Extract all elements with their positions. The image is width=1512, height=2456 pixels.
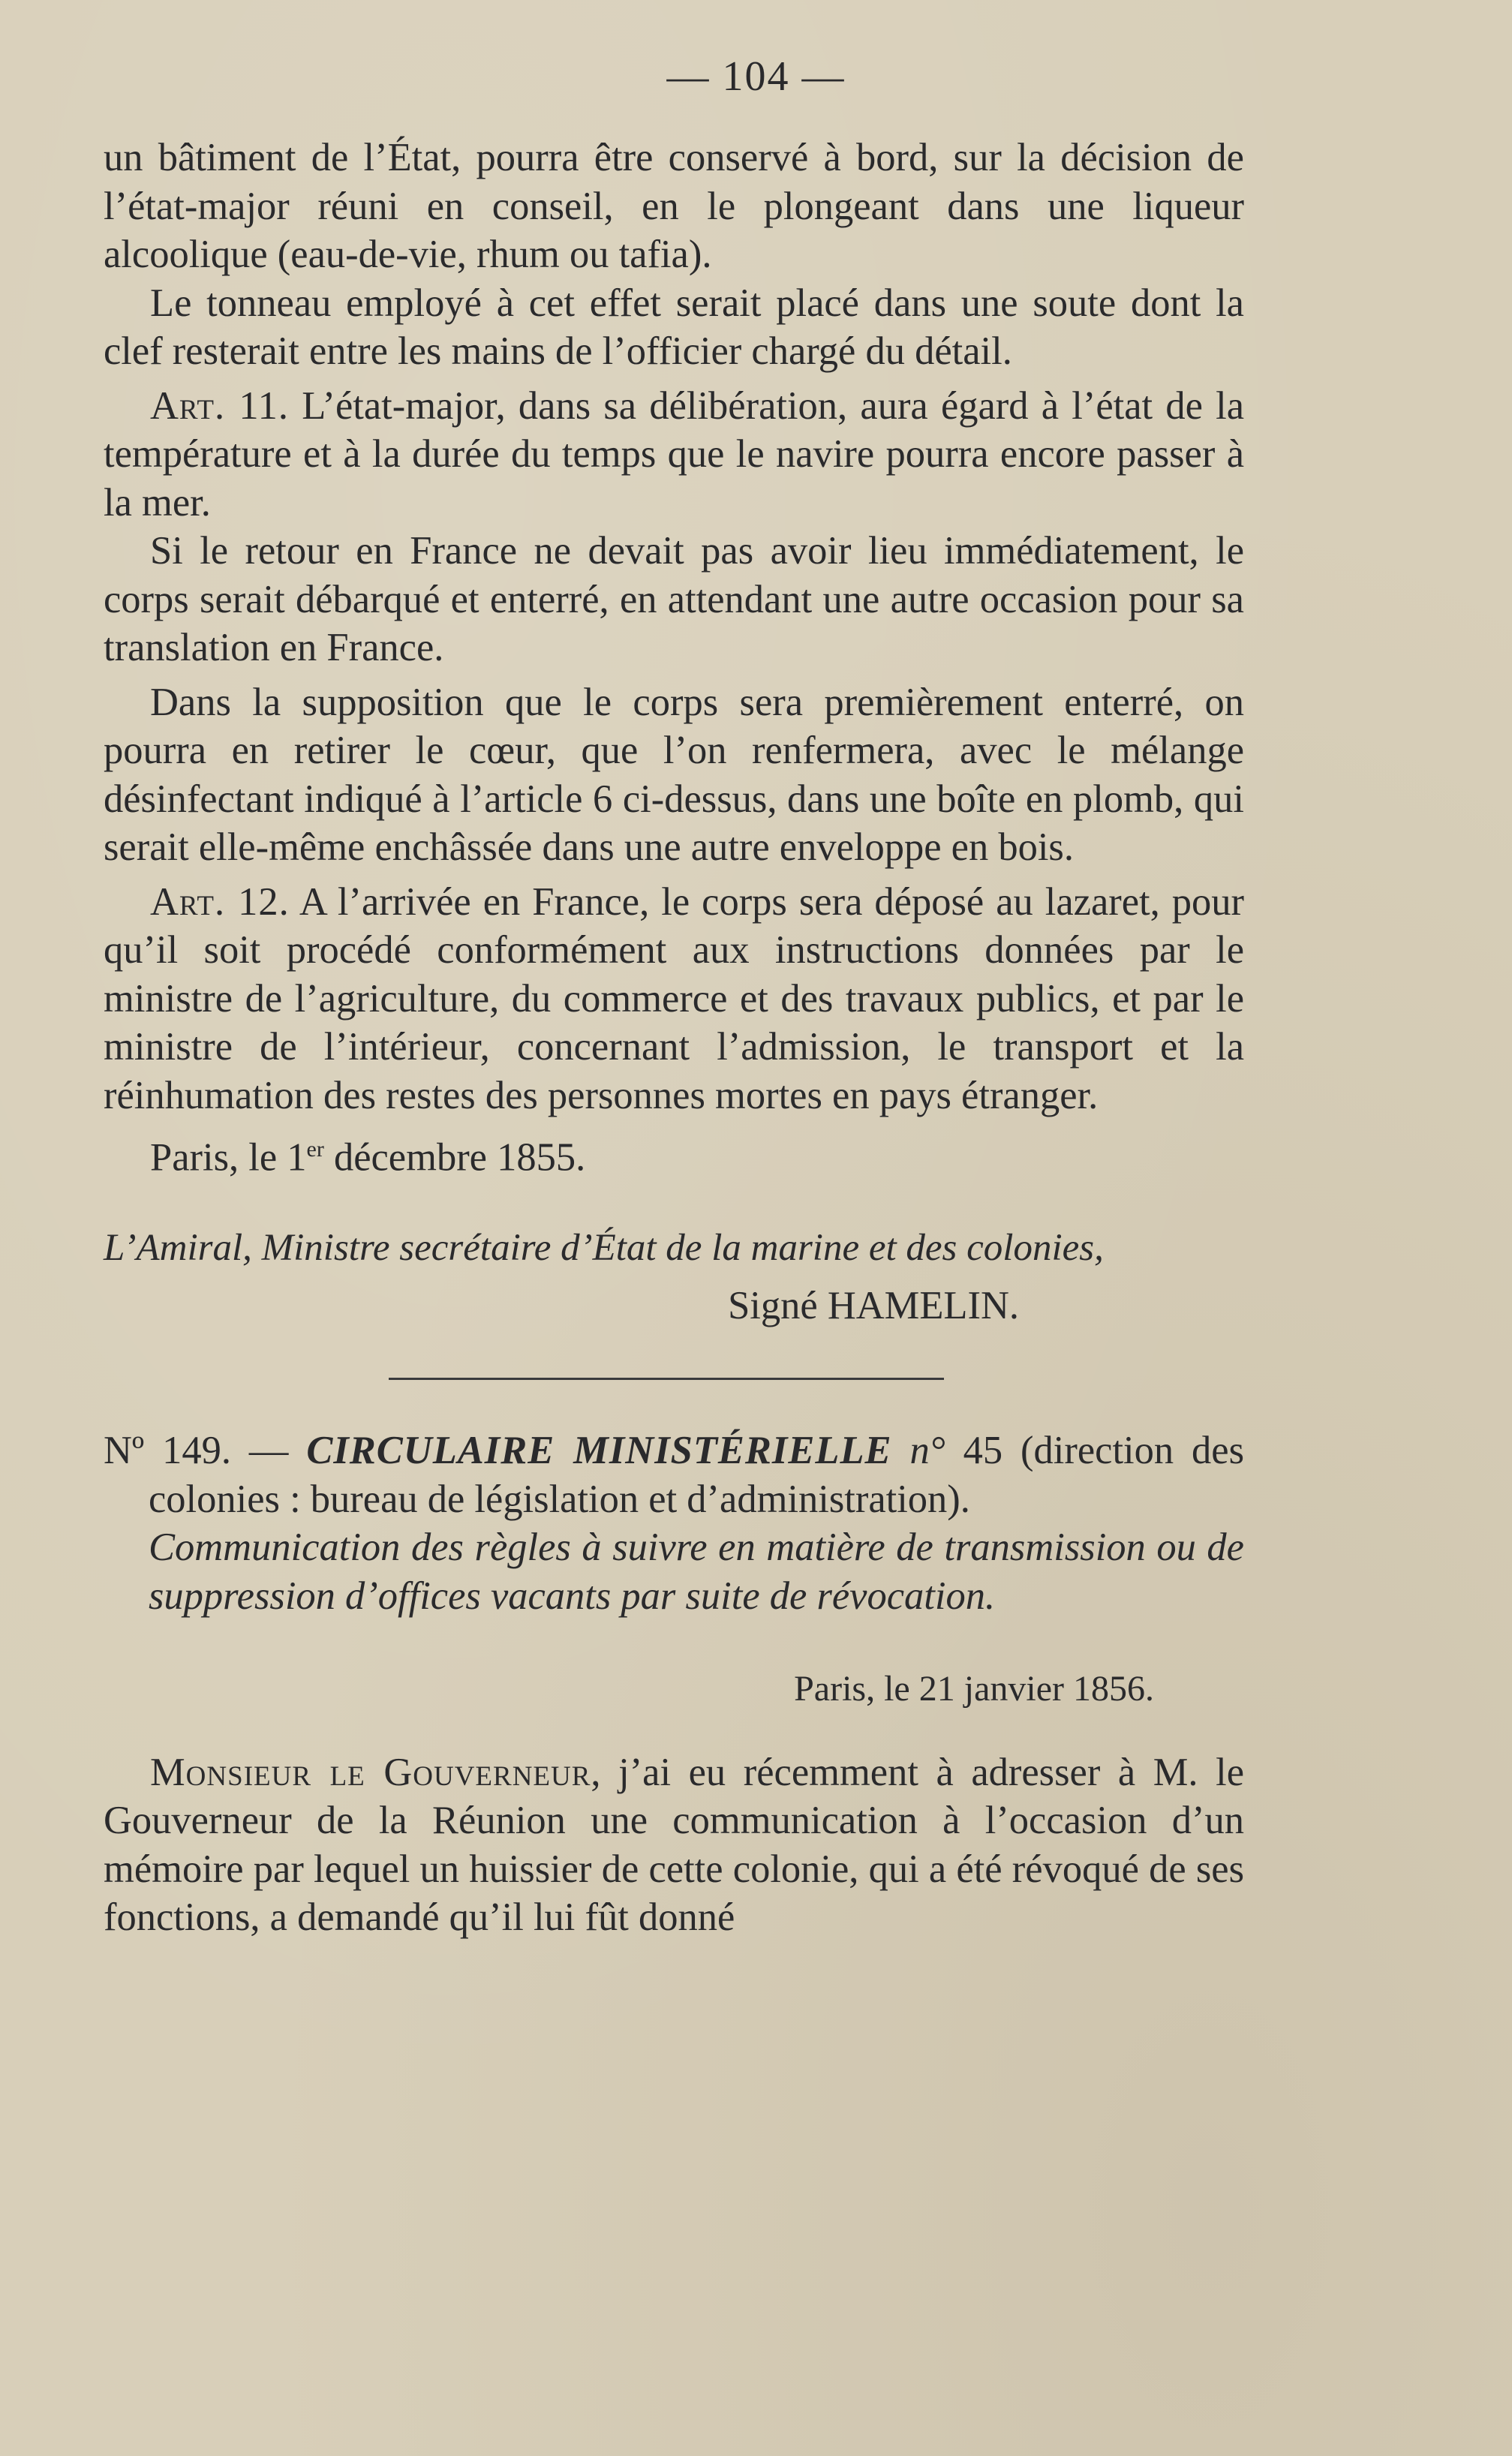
section-divider — [389, 1378, 944, 1380]
article-11-text: L’état-major, dans sa délibération, aura égard à l’état de la température et à la durée du temps que le navire pourra encore passer à la mer. — [104, 383, 1244, 525]
salutation: Monsieur le Gouverneur — [150, 1750, 591, 1794]
article-11 — [104, 382, 1244, 528]
circular-num: 45 — [945, 1429, 1003, 1472]
circular-number: Nº 149. — — [104, 1429, 307, 1472]
paragraph-continuation: un bâtiment de l’État, pourra être conservé à bord, sur la décision de l’état-major réuni en conseil, en le plongeant dans une liqueur alcoolique (eau-de-vie, rhum ou tafia). — [104, 136, 1244, 276]
paragraph-retour: Si le retour en France ne devait pas avoir lieu immédiatement, le corps serait débarqué et enterré, en attendant une autre occasion pour sa translation en France. — [104, 529, 1244, 669]
body-text — [104, 134, 1244, 1942]
circular-title: CIRCULAIRE MINISTÉRIELLE — [306, 1429, 892, 1472]
paragraph-supposition: Dans la supposition que le corps sera premièrement enterré, on pourra en retirer le cœur, que l’on renfermera, avec le mélange désinfectant indiqué à l’article 6 ci-dessus, dans une boîte en plomb, qui serait elle-même enchâssée dans une autre enveloppe en bois. — [104, 680, 1244, 869]
letter-text: , j’ai eu récemment à adresser à M. le Gouverneur de la Réunion une communication à l’occasion d’un mémoire par lequel un huissier de cette colonie, qui a été révoqué de ses fonctions, a demandé qu’il lui fût donné — [104, 1750, 1244, 1939]
circular-subject: Communication des règles à suivre en matière de transmission ou de suppression d’offices vacants par suite de révocation. — [149, 1526, 1244, 1618]
signature-name: Signé HAMELIN. — [728, 1283, 1019, 1327]
article-11-label: Art. 11. — [150, 383, 289, 428]
signature-title: L’Amiral, Ministre secrétaire d’État de la marine et des colonies, — [104, 1227, 1104, 1269]
circular-num-prefix: n° — [891, 1429, 945, 1472]
circular-direction: (direction des colonies : bureau de législation et d’administration). — [149, 1429, 1245, 1521]
date-1-superscript: er — [306, 1137, 324, 1162]
article-12-text: A l’arrivée en France, le corps sera déposé au lazaret, pour qu’il soit procédé conformément aux instructions données par le ministre de l’agriculture, du commerce et des travaux publics, et par le ministre de l’intérieur, concernant l’admission, le transport et la réinhumation des restes des personnes mortes en pays étranger. — [104, 879, 1244, 1117]
circular-heading — [104, 1426, 1244, 1523]
paragraph-tonneau: Le tonneau employé à cet effet serait placé dans une soute dont la clef resterait entre les mains de l’officier chargé du détail. — [104, 281, 1244, 373]
letter-opening — [104, 1748, 1244, 1942]
article-12 — [104, 878, 1244, 1120]
date-1-suffix: décembre 1855. — [323, 1135, 586, 1180]
page-number: — 104 — — [666, 53, 846, 100]
date-line-1 — [104, 1126, 1244, 1182]
date-line-2: Paris, le 21 janvier 1856. — [794, 1669, 1154, 1709]
date-1-prefix: Paris, le 1 — [150, 1135, 307, 1180]
article-12-label: Art. 12. — [150, 879, 290, 924]
